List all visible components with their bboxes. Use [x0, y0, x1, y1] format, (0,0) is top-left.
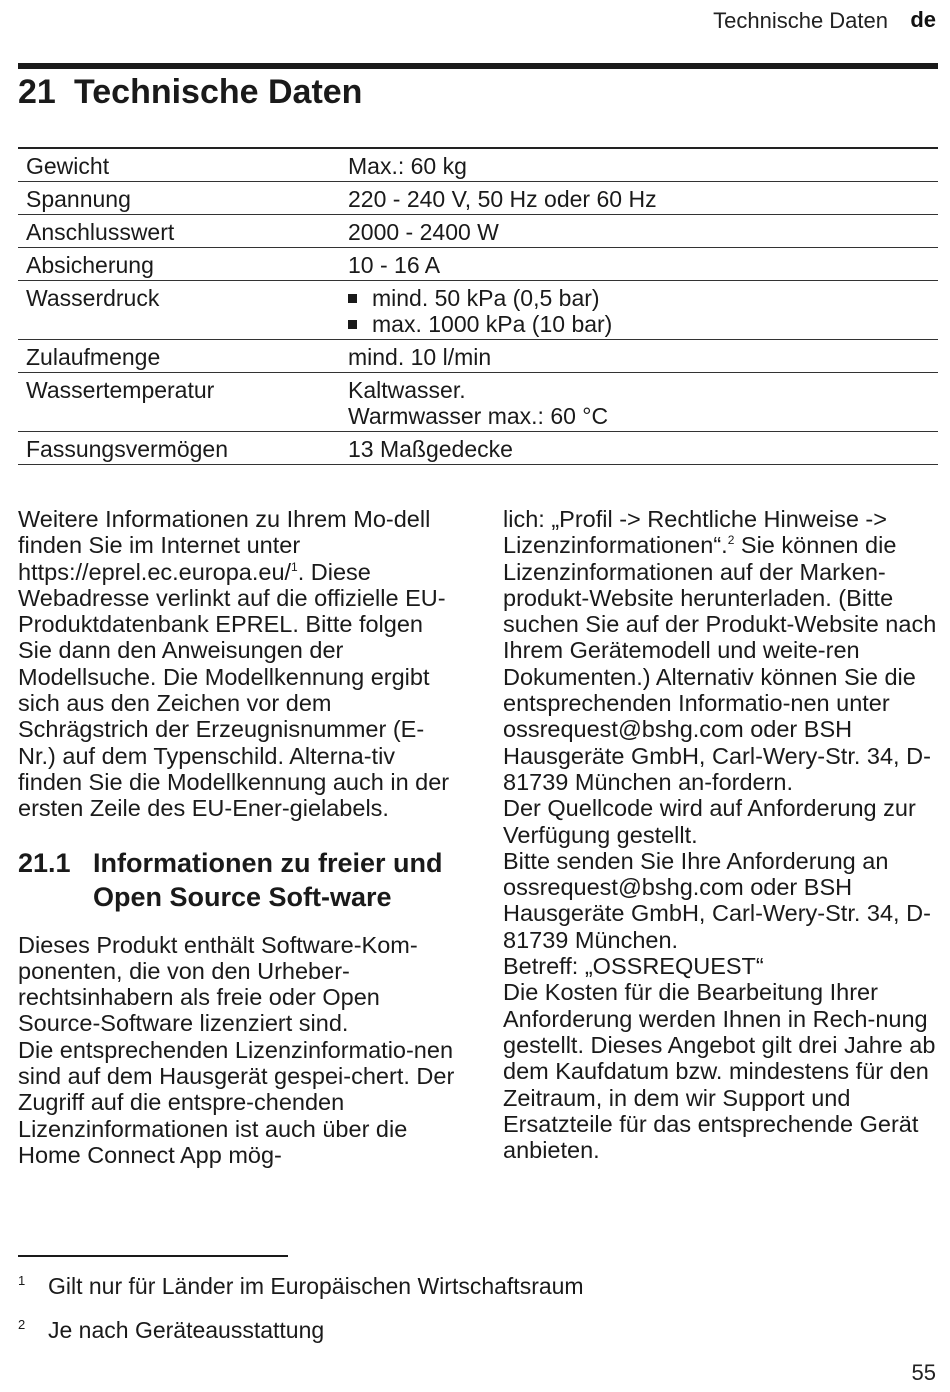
- intro-paragraph: Weitere Informationen zu Ihrem Mo-dell finden Sie im Internet unter https://eprel.ec.europa.eu/$^1$. Diese Webadresse verlinkt auf die offizielle EU-Produktdatenbank EPREL. Bitte folgen Sie dann den Anweisungen der Modellsuche. Die Modellkennung ergibt sich aus den Zeichen vor dem Schrägstrich der Erzeugnisnummer (E-Nr.) auf dem Typenschild. Alterna-tiv finden Sie die Modellkennung auch in der ersten Zeile des EU-Ener-gielabels.: [18, 506, 450, 822]
- spec-key: Absicherung: [18, 248, 340, 281]
- spec-key: Gewicht: [18, 148, 340, 182]
- table-row: [18, 373, 938, 432]
- footnote: 2 Je nach Geräteausstattung: [18, 1317, 325, 1343]
- language-code: de: [910, 7, 936, 32]
- footnote-text: Gilt nur für Länder im Europäischen Wirtschaftsraum: [48, 1273, 584, 1299]
- table-row: [18, 248, 938, 281]
- table-row: [18, 340, 938, 373]
- spec-key: Zulaufmenge: [18, 340, 340, 373]
- table-row: [18, 215, 938, 248]
- section-heading: [18, 70, 362, 114]
- oss-paragraph: Dieses Produkt enthält Software-Kom-ponenten, die von den Urheber-rechtsinhabern als freie oder Open Source-Software lizenziert sind.: [18, 931, 418, 1037]
- table-row: [18, 182, 938, 215]
- value-line: Kaltwasser.: [348, 377, 466, 403]
- spec-value: 2000 - 2400 W: [340, 215, 938, 248]
- right-column: [503, 506, 943, 1163]
- spec-key: Spannung: [18, 182, 340, 215]
- spec-value: 220 - 240 V, 50 Hz oder 60 Hz: [340, 182, 938, 215]
- table-row: [18, 148, 938, 182]
- bullet-item: mind. 50 kPa (0,5 bar): [348, 285, 930, 311]
- bullet-item: max. 1000 kPa (10 bar): [348, 311, 930, 337]
- page-number: 55: [911, 1360, 936, 1385]
- cost-paragraph: Die Kosten für die Bearbeitung Ihrer Anforderung werden Ihnen in Rech-nung gestellt. Dieses Angebot gilt drei Jahre ab dem Kaufdatum bzw. mindestens für den Zeitraum, in dem wir Support und Ersatzteile für das entsprechende Gerät anbieten.: [503, 979, 936, 1164]
- section-title: Technische Daten: [74, 73, 363, 111]
- request-paragraph: Bitte senden Sie Ihre Anforderung an ossrequest@bshg.com oder BSH Hausgeräte GmbH, Carl-Wery-Str. 34, D-81739 München.: [503, 847, 931, 953]
- value-line: Warmwasser max.: 60 °C: [348, 403, 609, 429]
- footnote-ref: 1: [291, 559, 298, 574]
- header-rule: [18, 63, 938, 69]
- spec-key: Fassungsvermögen: [18, 432, 340, 465]
- table-row: [18, 432, 938, 465]
- footnote-rule: [18, 1255, 288, 1257]
- footnote-text: Je nach Geräteausstattung: [48, 1317, 325, 1343]
- spec-key: Wasserdruck: [18, 281, 340, 340]
- spec-value: [340, 281, 938, 340]
- subsection-heading: [18, 846, 458, 914]
- spec-value: 13 Maßgedecke: [340, 432, 938, 465]
- license-paragraph: lich: „Profil -> Rechtliche Hinweise -> Lizenzinformationen“.$^2$ Sie können die Lizenzinformationen auf der Marken-produkt-Website herunterladen. (Bitte suchen Sie auf der Produkt-Website nach Ihrem Gerätemodell und weite-ren Dokumenten.) Alternativ können Sie die entsprechenden Informatio-nen unter ossrequest@bshg.com oder BSH Hausgeräte GmbH, Carl-Wery-Str. 34, D-81739 München an-fordern.: [503, 506, 937, 795]
- subsection-number: 21.1: [18, 847, 71, 878]
- spec-value: [340, 373, 938, 432]
- footnote-ref: 2: [727, 533, 735, 548]
- spec-value: mind. 10 l/min: [340, 340, 938, 373]
- left-column: [18, 506, 458, 1168]
- spec-key: Anschlusswert: [18, 215, 340, 248]
- subject-line: Betreff: „OSSREQUEST“: [503, 953, 764, 980]
- spec-value: 10 - 16 A: [340, 248, 938, 281]
- table-row: [18, 281, 938, 340]
- spec-key: Wassertemperatur: [18, 373, 340, 432]
- section-number: 21: [18, 73, 56, 111]
- spec-table: [18, 147, 938, 465]
- subsection-title: Informationen zu freier und Open Source Soft-ware: [93, 847, 443, 912]
- footnote: 1 Gilt nur für Länder im Europäischen Wirtschaftsraum: [18, 1273, 584, 1299]
- source-code-paragraph: Der Quellcode wird auf Anforderung zur Verfügung gestellt.: [503, 795, 916, 848]
- oss-paragraph: Die entsprechenden Lizenzinformatio-nen sind auf dem Hausgerät gespei-chert. Der Zugriff auf die entspre-chenden Lizenzinformationen ist auch über die Home Connect App mög-: [18, 1036, 455, 1168]
- running-header-title: Technische Daten: [713, 8, 888, 33]
- spec-value: Max.: 60 kg: [340, 148, 938, 182]
